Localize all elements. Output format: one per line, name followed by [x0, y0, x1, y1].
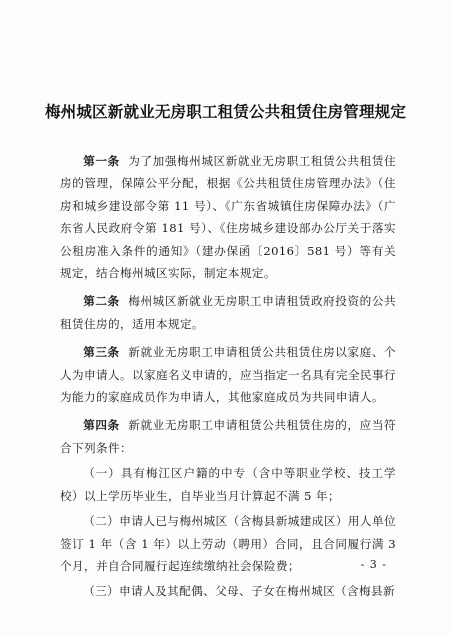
article-label: 第四条 [83, 418, 120, 433]
condition-item-1: （一）具有梅江区户籍的中专（含中等职业学校、技工学校）以上学历毕业生，自毕业当月计算起不满 5 年； [60, 466, 396, 503]
article-1 [60, 150, 396, 284]
condition-item-3: （三）申请人及其配偶、父母、子女在梅州城区（含梅县新 [83, 584, 396, 599]
article-label: 第三条 [83, 345, 120, 360]
condition-item-2: （二）申请人已与梅州城区（含梅县新城建成区）用人单位签订 1 年（含 1 年）以上劳动（聘用）合同，且合同履行满 3 个月，并自合同履行起连续缴纳社会保险费； [60, 514, 396, 573]
document-title: 梅州城区新就业无房职工租赁公共租赁住房管理规定 [44, 103, 407, 121]
article-2 [60, 290, 396, 335]
page-number: - 3 - [360, 558, 387, 571]
article-text: 新就业无房职工申请租赁公共租赁住房的，应当符合下列条件： [60, 418, 397, 455]
article-4 [60, 414, 396, 459]
article-label: 第二条 [83, 294, 120, 309]
document-body [60, 150, 396, 606]
article-label: 第一条 [83, 154, 120, 168]
article-text: 梅州城区新就业无房职工申请租赁政府投资的公共租赁住房的，适用本规定。 [60, 294, 397, 331]
article-text: 为了加强梅州城区新就业无房职工租赁公共租赁住房的管理，保障公平分配，根据《公共租赁住房管理办法》（住房和城乡建设部令第 11 号）、《广东省城镇住房保障办法》（广东省人民政府令第 181 号）、《住房城乡建设部办公厅关于落实公租房准入条件的通知》（建办保函〔2016〕581 号）等有关规定，结合梅州城区实际，制定本规定。 [60, 154, 397, 281]
article-text: 新就业无房职工申请租赁公共租赁住房以家庭、个人为申请人。以家庭名义申请的，应当指定一名具有完全民事行为能力的家庭成员作为申请人，其他家庭成员为共同申请人。 [60, 345, 397, 405]
article-3 [60, 341, 396, 408]
